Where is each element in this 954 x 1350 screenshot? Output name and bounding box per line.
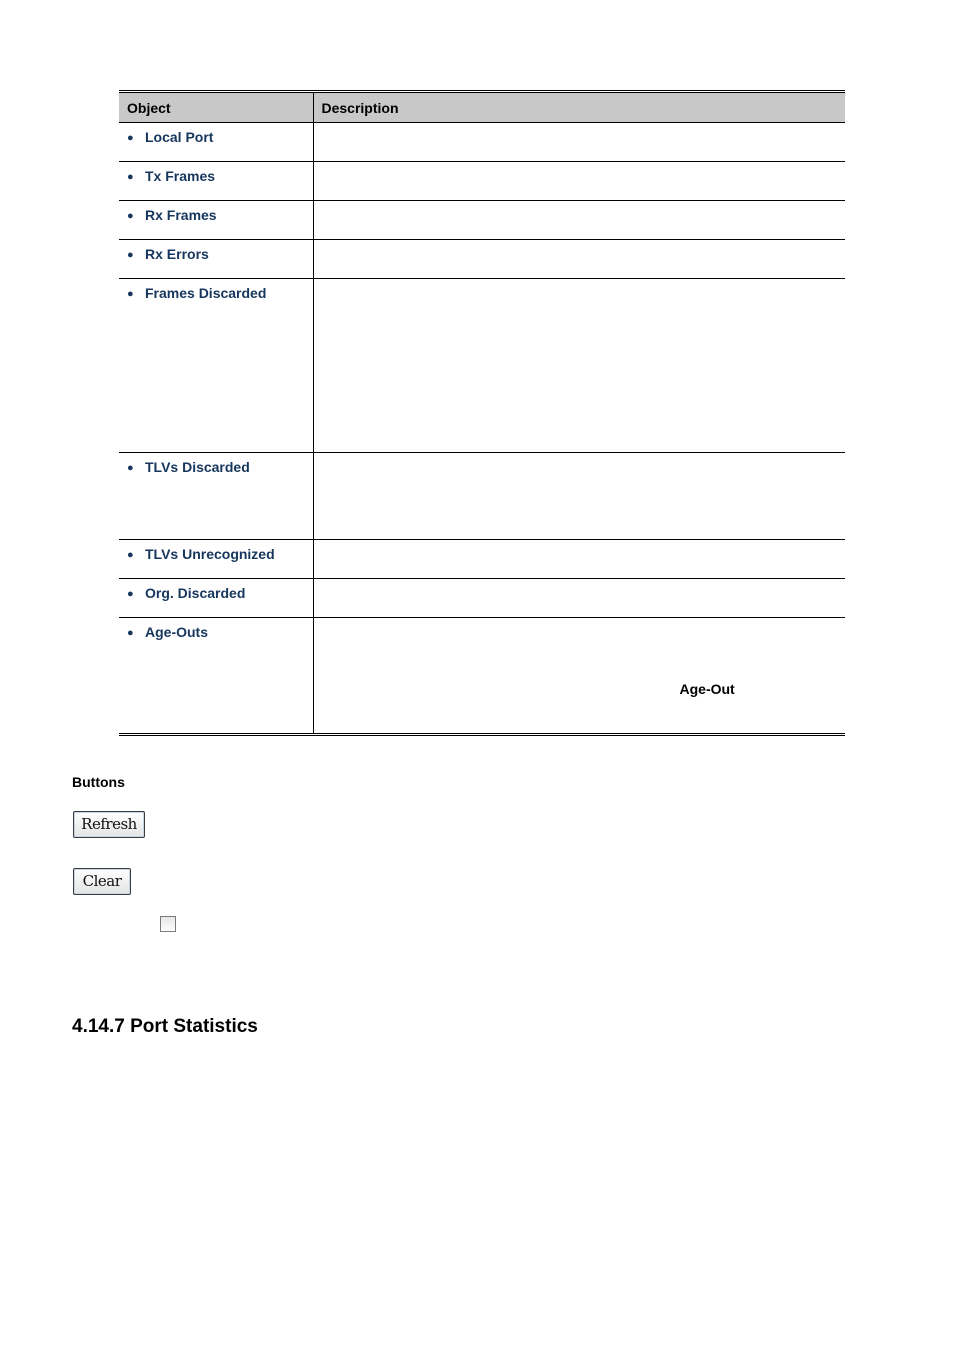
bullet-icon: ● bbox=[127, 588, 134, 600]
bullet-icon: ● bbox=[127, 171, 134, 183]
bullet-icon: ● bbox=[127, 627, 134, 639]
description-cell bbox=[313, 618, 845, 735]
clear-checkbox[interactable] bbox=[160, 916, 176, 932]
object-label: TLVs Unrecognized bbox=[145, 546, 275, 562]
bullet-icon: ● bbox=[127, 249, 134, 261]
bullet-icon: ● bbox=[127, 549, 134, 561]
description-cell bbox=[313, 453, 845, 540]
table-row bbox=[119, 618, 845, 735]
table-row bbox=[119, 579, 845, 618]
object-label: Local Port bbox=[145, 129, 214, 145]
table-row bbox=[119, 279, 845, 453]
column-header-object: Object bbox=[119, 92, 313, 123]
bullet-icon: ● bbox=[127, 132, 134, 144]
description-cell bbox=[313, 162, 845, 201]
table-row bbox=[119, 540, 845, 579]
object-label: Rx Frames bbox=[145, 207, 217, 223]
description-cell bbox=[313, 279, 845, 453]
description-cell bbox=[313, 540, 845, 579]
table-header-row bbox=[119, 92, 845, 123]
refresh-button[interactable]: Refresh bbox=[73, 811, 145, 838]
bullet-icon: ● bbox=[127, 210, 134, 222]
description-cell bbox=[313, 579, 845, 618]
object-label: Rx Errors bbox=[145, 246, 209, 262]
lldp-statistics-description-table bbox=[119, 90, 845, 736]
description-cell bbox=[313, 123, 845, 162]
description-cell bbox=[313, 201, 845, 240]
table-row bbox=[119, 123, 845, 162]
object-label: Org. Discarded bbox=[145, 585, 246, 601]
object-label: Frames Discarded bbox=[145, 285, 267, 301]
table-row bbox=[119, 453, 845, 540]
bullet-icon: ● bbox=[127, 288, 134, 300]
clear-button[interactable]: Clear bbox=[73, 868, 131, 895]
column-header-description: Description bbox=[313, 92, 845, 123]
buttons-heading: Buttons bbox=[72, 774, 125, 790]
object-label: Age-Outs bbox=[145, 624, 208, 640]
bullet-icon: ● bbox=[127, 462, 134, 474]
age-out-term: Age-Out bbox=[679, 681, 735, 697]
table-row bbox=[119, 201, 845, 240]
table-row bbox=[119, 162, 845, 201]
section-title: 4.14.7 Port Statistics bbox=[72, 1016, 258, 1037]
description-cell bbox=[313, 240, 845, 279]
object-label: TLVs Discarded bbox=[145, 459, 250, 475]
object-label: Tx Frames bbox=[145, 168, 216, 184]
table-row bbox=[119, 240, 845, 279]
